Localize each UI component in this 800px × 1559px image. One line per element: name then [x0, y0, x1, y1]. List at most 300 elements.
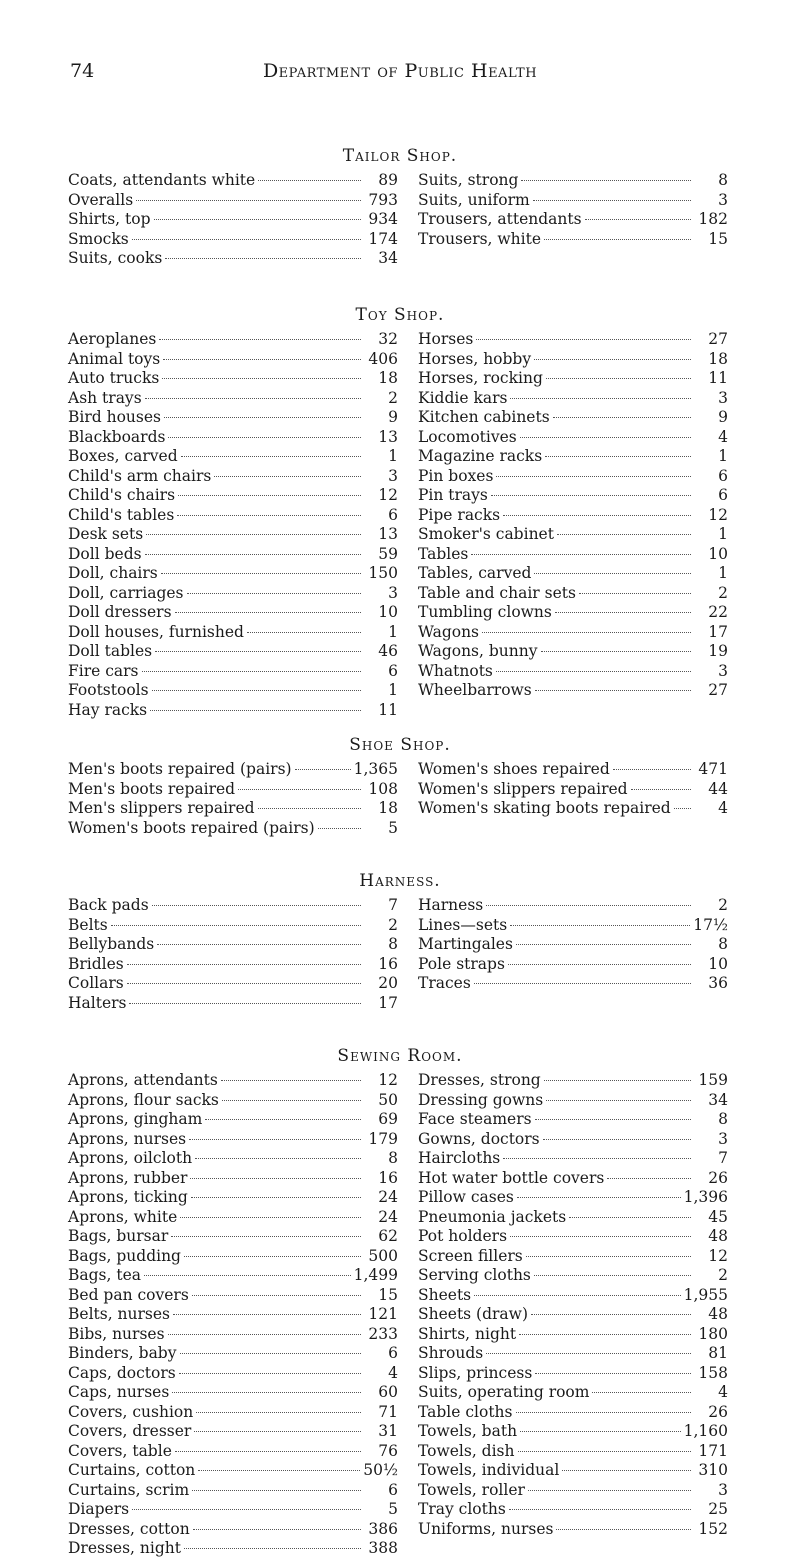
item-label: Aprons, ticking [68, 1188, 188, 1206]
item-value: 12 [378, 486, 398, 504]
dot-leader [474, 983, 691, 984]
item-label: Dresses, night [68, 1539, 181, 1557]
dot-leader [179, 1373, 361, 1374]
item-value: 71 [378, 1402, 398, 1421]
item-label: Men's boots repaired [68, 779, 236, 798]
item-label: Martingales [418, 935, 513, 953]
item-value: 50 [378, 1090, 398, 1109]
item-label: Aprons, gingham [68, 1110, 203, 1128]
list-item [68, 1442, 398, 1462]
list-item [418, 1071, 728, 1091]
dot-leader [162, 378, 361, 379]
item-label: Aprons, rubber [68, 1168, 188, 1187]
item-label: Kiddie kars [418, 388, 508, 407]
item-value: 159 [698, 1071, 728, 1089]
item-label: Uniforms, nurses [418, 1519, 554, 1538]
dot-leader [531, 1314, 691, 1315]
list-item [418, 1208, 728, 1228]
item-value: 3 [718, 388, 728, 407]
list-item [68, 564, 398, 584]
item-value: 9 [388, 408, 398, 426]
dot-leader [545, 456, 691, 457]
dot-leader [157, 944, 361, 945]
list-item [68, 760, 398, 780]
item-label: Pipe racks [418, 505, 501, 524]
item-label: Covers, cushion [68, 1402, 194, 1421]
item-label: Bags, pudding [68, 1246, 181, 1265]
left-column [68, 896, 398, 1013]
list-item [68, 681, 398, 701]
item-label: Horses, rocking [418, 369, 543, 387]
item-value: 6 [718, 486, 728, 504]
list-item [68, 369, 398, 389]
dot-leader [184, 1256, 361, 1257]
item-value: 11 [378, 700, 398, 719]
dot-leader [258, 808, 361, 809]
section-title: Sewing Room. [337, 1046, 463, 1066]
list-item [68, 249, 398, 269]
item-label: Men's slippers repaired [68, 799, 255, 817]
dot-leader [111, 925, 361, 926]
item-value: 27 [708, 681, 728, 699]
dot-leader [535, 1119, 691, 1120]
item-label: Wagons, bunny [418, 642, 538, 660]
dot-leader [508, 964, 691, 965]
item-label: Bibs, nurses [68, 1324, 165, 1343]
list-item [68, 408, 398, 428]
item-label: Ash trays [68, 388, 142, 407]
list-item [68, 1383, 398, 1403]
list-item [68, 1149, 398, 1169]
item-value: 10 [708, 954, 728, 973]
list-item [418, 330, 728, 350]
list-item [418, 760, 728, 780]
item-value: 18 [378, 799, 398, 817]
item-value: 26 [708, 1402, 728, 1421]
item-label: Blackboards [68, 427, 166, 446]
item-value: 174 [368, 229, 398, 248]
dot-leader [222, 1100, 361, 1101]
item-label: Footstools [68, 681, 149, 699]
dot-leader [518, 1451, 692, 1452]
list-item [68, 623, 398, 643]
list-item [68, 506, 398, 526]
dot-leader [674, 808, 691, 809]
dot-leader [129, 1003, 361, 1004]
item-label: Sheets (draw) [418, 1305, 528, 1323]
dot-leader [295, 769, 351, 770]
item-label: Doll, carriages [68, 583, 184, 602]
item-value: 1 [718, 564, 728, 582]
list-item [68, 1364, 398, 1384]
item-label: Collars [68, 974, 124, 992]
item-label: Tumbling clowns [418, 603, 552, 621]
dot-leader [132, 1509, 361, 1510]
item-value: 121 [368, 1305, 398, 1323]
item-label: Towels, dish [418, 1441, 515, 1460]
dot-leader [534, 1275, 691, 1276]
dot-leader [161, 573, 361, 574]
dot-leader [150, 710, 361, 711]
item-value: 45 [708, 1207, 728, 1226]
item-value: 12 [378, 1071, 398, 1089]
item-value: 406 [368, 349, 398, 368]
item-value: 7 [388, 896, 398, 914]
item-value: 3 [388, 583, 398, 602]
dot-leader [562, 1470, 691, 1471]
item-value: 7 [718, 1149, 728, 1167]
item-label: Towels, roller [418, 1480, 525, 1499]
item-value: 8 [388, 1149, 398, 1167]
dot-leader [258, 180, 361, 181]
item-label: Belts [68, 915, 108, 934]
item-label: Women's shoes repaired [418, 760, 610, 778]
item-label: Animal toys [68, 349, 161, 368]
dot-leader [592, 1392, 691, 1393]
item-label: Binders, baby [68, 1344, 177, 1362]
list-item [418, 603, 728, 623]
dot-leader [190, 1178, 361, 1179]
item-value: 500 [368, 1246, 398, 1265]
item-label: Fire cars [68, 661, 139, 680]
list-item [418, 1188, 728, 1208]
item-value: 2 [718, 583, 728, 602]
dot-leader [189, 1139, 361, 1140]
item-value: 17 [708, 622, 728, 641]
item-label: Harness [418, 896, 484, 914]
dot-leader [486, 905, 691, 906]
item-value: 60 [378, 1383, 398, 1401]
list-item [68, 1305, 398, 1325]
dot-leader [510, 925, 690, 926]
list-item [68, 191, 398, 211]
item-value: 3 [388, 466, 398, 485]
item-value: 26 [708, 1168, 728, 1187]
item-value: 22 [708, 603, 728, 621]
list-item [68, 1500, 398, 1520]
dot-leader [471, 554, 691, 555]
item-label: Dressing gowns [418, 1090, 544, 1109]
page-header [0, 60, 800, 90]
list-item [418, 210, 728, 230]
item-value: 2 [718, 1266, 728, 1284]
list-item [68, 1188, 398, 1208]
item-value: 81 [708, 1344, 728, 1362]
dot-leader [519, 1334, 691, 1335]
item-label: Tables [418, 544, 469, 563]
section-title: Shoe Shop. [349, 735, 451, 755]
item-label: Doll beds [68, 544, 142, 563]
right-column [418, 330, 728, 701]
item-value: 24 [378, 1188, 398, 1206]
item-label: Doll dressers [68, 603, 172, 621]
dot-leader [155, 651, 361, 652]
dot-leader [510, 1236, 691, 1237]
list-item [68, 1169, 398, 1189]
item-label: Bellybands [68, 935, 155, 953]
list-item [68, 447, 398, 467]
item-value: 1 [388, 622, 398, 641]
list-item [418, 1422, 728, 1442]
item-value: 13 [378, 427, 398, 446]
list-item [418, 916, 728, 936]
list-item [418, 1169, 728, 1189]
dot-leader [553, 417, 691, 418]
item-value: 108 [368, 779, 398, 798]
dot-leader [607, 1178, 691, 1179]
item-value: 36 [708, 974, 728, 992]
item-value: 934 [368, 210, 398, 228]
section-title: Toy Shop. [355, 305, 445, 325]
item-label: Gowns, doctors [418, 1129, 540, 1148]
list-item [68, 1422, 398, 1442]
dot-leader [196, 1412, 361, 1413]
dot-leader [195, 1158, 361, 1159]
item-label: Table and chair sets [418, 583, 576, 602]
list-item [418, 467, 728, 487]
dot-leader [521, 180, 691, 181]
dot-leader [145, 554, 361, 555]
item-value: 18 [378, 369, 398, 387]
dot-leader [145, 398, 361, 399]
list-item [68, 1227, 398, 1247]
item-label: Pin boxes [418, 466, 494, 485]
list-item [418, 1227, 728, 1247]
list-item [68, 896, 398, 916]
dot-leader [543, 1139, 691, 1140]
dot-leader [173, 1314, 361, 1315]
item-value: 5 [388, 818, 398, 837]
item-value: 18 [708, 349, 728, 368]
list-item [68, 1481, 398, 1501]
item-value: 25 [708, 1500, 728, 1518]
item-label: Curtains, cotton [68, 1461, 196, 1479]
item-label: Shirts, night [418, 1324, 517, 1343]
dot-leader [247, 632, 361, 633]
item-value: 1 [388, 447, 398, 465]
item-value: 4 [388, 1363, 398, 1382]
dot-leader [165, 258, 361, 259]
item-label: Tray cloths [418, 1500, 506, 1518]
item-value: 471 [698, 760, 728, 778]
list-item [68, 662, 398, 682]
dot-leader [178, 495, 361, 496]
list-item [418, 230, 728, 250]
item-value: 59 [378, 544, 398, 563]
item-label: Horses [418, 330, 474, 348]
running-title: Department of Public Health [262, 60, 538, 82]
item-label: Slips, princess [418, 1363, 533, 1382]
item-label: Aprons, flour sacks [68, 1090, 219, 1109]
item-label: Child's tables [68, 505, 175, 524]
dot-leader [177, 515, 361, 516]
list-item [68, 701, 398, 721]
list-item [418, 1500, 728, 1520]
item-label: Bridles [68, 954, 124, 973]
item-label: Lines—sets [418, 915, 508, 934]
item-label: Whatnots [418, 661, 493, 680]
item-value: 12 [708, 1246, 728, 1265]
item-label: Suits, strong [418, 171, 519, 189]
list-item [68, 819, 398, 839]
list-item [418, 447, 728, 467]
list-item [418, 780, 728, 800]
list-item [418, 1305, 728, 1325]
dot-leader [569, 1217, 691, 1218]
list-item [68, 1130, 398, 1150]
right-column [418, 896, 728, 994]
item-value: 3 [718, 1129, 728, 1148]
item-label: Caps, nurses [68, 1383, 170, 1401]
list-item [418, 428, 728, 448]
list-item [68, 1461, 398, 1481]
item-label: Doll, chairs [68, 564, 158, 582]
section-title: Harness. [359, 871, 441, 891]
item-label: Bags, bursar [68, 1227, 169, 1245]
dot-leader [194, 1431, 361, 1432]
list-item [418, 1247, 728, 1267]
dot-leader [168, 1334, 361, 1335]
item-label: Overalls [68, 190, 134, 209]
item-label: Diapers [68, 1500, 130, 1518]
dot-leader [544, 1080, 691, 1081]
item-value: 8 [718, 1110, 728, 1128]
item-value: 34 [378, 249, 398, 267]
dot-leader [585, 219, 691, 220]
dot-leader [144, 1275, 351, 1276]
dot-leader [152, 690, 361, 691]
item-label: Suits, cooks [68, 249, 163, 267]
item-value: 4 [718, 427, 728, 446]
section-title: Tailor Shop. [342, 146, 458, 166]
list-item [68, 330, 398, 350]
list-item [418, 1266, 728, 1286]
item-value: 6 [388, 505, 398, 524]
dot-leader [127, 964, 361, 965]
item-value: 16 [378, 954, 398, 973]
dot-leader [535, 1373, 691, 1374]
dot-leader [526, 1256, 691, 1257]
list-item [418, 350, 728, 370]
dot-leader [486, 1353, 691, 1354]
item-label: Kitchen cabinets [418, 408, 550, 426]
list-item [68, 642, 398, 662]
item-value: 62 [378, 1227, 398, 1245]
list-item [68, 974, 398, 994]
item-value: 386 [368, 1519, 398, 1538]
dot-leader [159, 339, 361, 340]
item-value: 48 [708, 1305, 728, 1323]
dot-leader [192, 1490, 361, 1491]
item-value: 1,365 [353, 760, 398, 778]
item-label: Boxes, carved [68, 447, 178, 465]
item-value: 1 [718, 525, 728, 543]
dot-leader [192, 1295, 361, 1296]
list-item [418, 1403, 728, 1423]
list-item [418, 1344, 728, 1364]
item-value: 48 [708, 1227, 728, 1245]
item-value: 6 [388, 661, 398, 680]
left-column [68, 171, 398, 269]
list-item [68, 486, 398, 506]
item-label: Suits, uniform [418, 190, 530, 209]
list-item [68, 350, 398, 370]
dot-leader [535, 690, 691, 691]
item-label: Desk sets [68, 525, 144, 543]
item-label: Dresses, cotton [68, 1519, 190, 1538]
dot-leader [482, 632, 691, 633]
list-item [418, 389, 728, 409]
item-value: 19 [708, 642, 728, 660]
dot-leader [476, 339, 691, 340]
list-item [418, 662, 728, 682]
list-item [68, 916, 398, 936]
item-value: 3 [718, 661, 728, 680]
item-label: Pot holders [418, 1227, 508, 1245]
item-value: 388 [368, 1539, 398, 1557]
dot-leader [187, 593, 361, 594]
dot-leader [175, 612, 361, 613]
list-item [68, 230, 398, 250]
item-label: Women's boots repaired (pairs) [68, 818, 315, 837]
item-value: 158 [698, 1363, 728, 1382]
list-item [418, 1110, 728, 1130]
item-value: 10 [378, 603, 398, 621]
dot-leader [180, 1217, 361, 1218]
list-item [418, 896, 728, 916]
dot-leader [193, 1529, 361, 1530]
list-item [68, 1344, 398, 1364]
item-label: Pillow cases [418, 1188, 514, 1206]
item-value: 8 [388, 935, 398, 953]
dot-leader [175, 1451, 361, 1452]
dot-leader [496, 476, 691, 477]
dot-leader [152, 905, 361, 906]
item-label: Hot water bottle covers [418, 1168, 605, 1187]
item-value: 20 [378, 974, 398, 992]
item-label: Women's slippers repaired [418, 779, 628, 798]
item-label: Aprons, attendants [68, 1071, 218, 1089]
item-value: 3 [718, 1480, 728, 1499]
item-label: Child's chairs [68, 486, 176, 504]
item-label: Bird houses [68, 408, 161, 426]
list-item [68, 1520, 398, 1540]
right-column [418, 1071, 728, 1539]
list-item [68, 935, 398, 955]
item-label: Aprons, nurses [68, 1129, 187, 1148]
item-value: 179 [368, 1129, 398, 1148]
dot-leader [516, 944, 691, 945]
dot-leader [181, 456, 361, 457]
dot-leader [205, 1119, 361, 1120]
list-item [418, 486, 728, 506]
list-item [68, 1071, 398, 1091]
list-item [68, 525, 398, 545]
list-item [68, 994, 398, 1014]
list-item [418, 1149, 728, 1169]
item-value: 50½ [363, 1461, 398, 1479]
item-value: 8 [718, 171, 728, 189]
item-value: 34 [708, 1090, 728, 1109]
list-item [68, 1286, 398, 1306]
item-label: Shirts, top [68, 210, 151, 228]
list-item [418, 623, 728, 643]
list-item [68, 1110, 398, 1130]
list-item [418, 799, 728, 819]
dot-leader [533, 200, 691, 201]
list-item [418, 642, 728, 662]
dot-leader [503, 1158, 691, 1159]
